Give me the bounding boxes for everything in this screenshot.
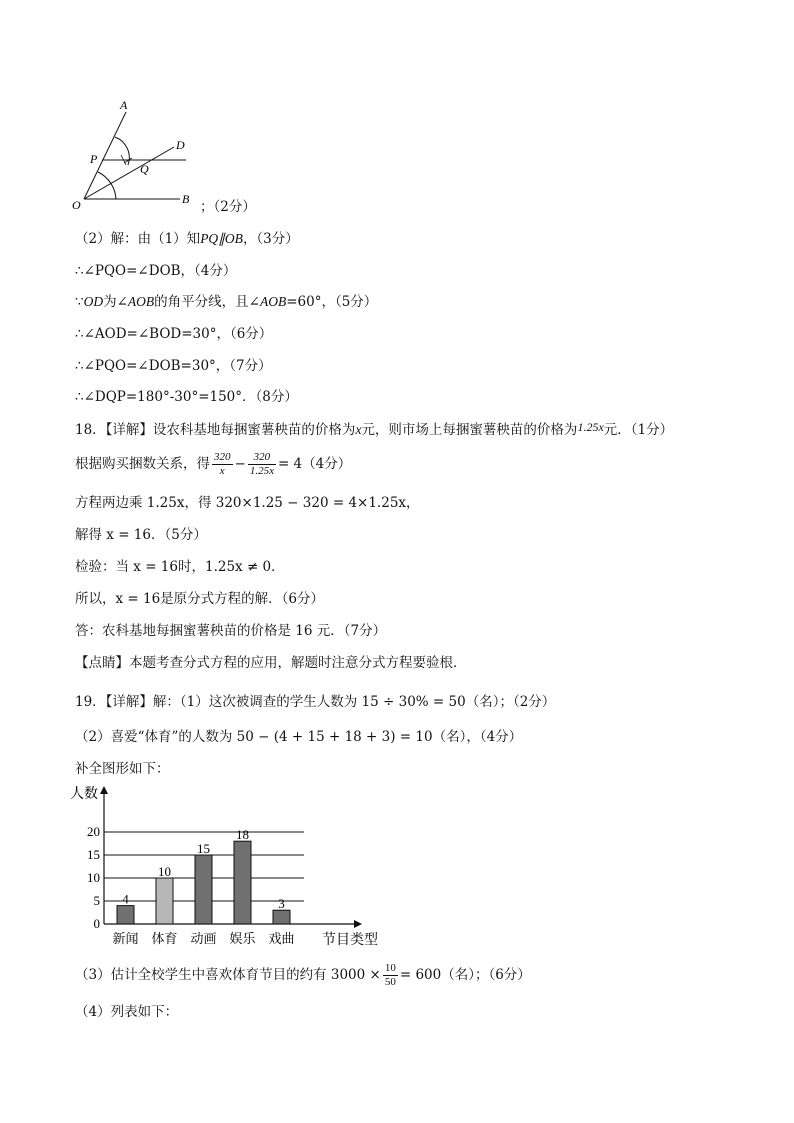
line-step-3 xyxy=(75,293,377,311)
y-axis-arrow xyxy=(100,786,108,794)
math: x xyxy=(355,422,362,437)
data-label-娱乐: 18 xyxy=(236,827,249,843)
line-step-1 xyxy=(75,230,299,248)
bar-体育 xyxy=(156,878,173,924)
text: 元．（1分） xyxy=(603,422,674,438)
bar-动画 xyxy=(195,855,212,924)
text: 为∠ xyxy=(103,294,128,310)
bar-戏曲 xyxy=(273,910,290,924)
q19-line-1: 19．【详解】解：（1）这次被调查的学生人数为 15 ÷ 30% = 50（名）；（2分） xyxy=(75,694,556,710)
text: （3）估计全校学生中喜欢体育节目的约有 3000 × xyxy=(75,967,381,983)
data-label-新闻: 4 xyxy=(122,891,129,907)
point-label-O: O xyxy=(72,198,81,212)
data-label-戏曲: 3 xyxy=(278,896,285,912)
point-label-B: B xyxy=(182,192,190,206)
math: PQ∥OB xyxy=(200,231,243,246)
text: 元，则市场上每捆蜜薯秧苗的价格为 xyxy=(361,422,578,438)
bar-chart xyxy=(66,780,396,950)
text: ，（3分） xyxy=(242,231,299,247)
q19-line-3: 补全图形如下： xyxy=(75,761,170,777)
x-tick-label-戏曲: 戏曲 xyxy=(268,932,295,947)
math: AOB xyxy=(259,294,287,309)
y-tick-label-10: 10 xyxy=(87,870,100,885)
q18-line-5: 检验：当 x = 16时，1.25x ≠ 0． xyxy=(75,559,285,575)
bar-新闻 xyxy=(117,906,134,924)
figure-suffix: ；（2分） xyxy=(200,199,256,215)
q18-line-1 xyxy=(75,421,673,439)
q19-line-2: （2）喜爱“体育”的人数为 50 − (4 + 15 + 18 + 3) = 10（名），（4分） xyxy=(75,729,523,745)
q18-line-8: 【点睛】本题考查分式方程的应用，解题时注意分式方程要验根． xyxy=(75,655,467,671)
fraction-3: $\frac{10}{50}$ xyxy=(384,962,396,988)
q19-line-5: （4）列表如下： xyxy=(75,1004,179,1020)
line-step-6: ∴∠DQP=180°-30°=150°．（8分） xyxy=(75,389,298,405)
fraction-2: $\frac{320}{1.25x}$ xyxy=(249,451,274,477)
x-tick-label-体育: 体育 xyxy=(151,932,178,947)
text: 的角平分线，且∠ xyxy=(154,294,260,310)
q19-line-4 xyxy=(75,960,531,990)
y-axis-label: 人数 xyxy=(70,786,98,802)
q18-line-2 xyxy=(75,447,351,481)
q18-line-4: 解得 x = 16．（5分） xyxy=(75,527,207,543)
text: 根据购买捆数关系，得 xyxy=(75,456,210,472)
math: 1.25x xyxy=(577,420,604,434)
text: =60°，（5分） xyxy=(286,294,378,310)
geometry-figure xyxy=(66,95,206,215)
y-tick-label-20: 20 xyxy=(87,824,100,839)
x-tick-label-娱乐: 娱乐 xyxy=(229,932,256,947)
math: AOB xyxy=(127,294,155,309)
line-step-5: ∴∠PQO=∠DOB=30°，（7分） xyxy=(75,358,272,374)
data-label-体育: 10 xyxy=(158,864,171,879)
text: ∵ xyxy=(75,294,84,310)
x-axis-arrow xyxy=(354,920,362,928)
point-label-A: A xyxy=(120,98,128,112)
math: OD xyxy=(83,294,104,309)
point-label-P: P xyxy=(90,152,98,166)
x-tick-label-新闻: 新闻 xyxy=(112,932,139,947)
y-tick-label-5: 5 xyxy=(93,893,100,908)
line-step-4: ∴∠AOD=∠BOD=30°，（6分） xyxy=(75,326,273,342)
line-step-2: ∴∠PQO=∠DOB，（4分） xyxy=(75,263,237,279)
text: = 4（4分） xyxy=(277,456,352,472)
q18-line-6: 所以，x = 16是原分式方程的解．（6分） xyxy=(75,591,325,607)
text: （2）解：由（1）知 xyxy=(75,231,201,247)
q18-line-7: 答：农科基地每捆蜜薯秧苗的价格是 16 元．（7分） xyxy=(75,623,387,639)
q18-line-3: 方程两边乘 1.25x，得 320×1.25 − 320 = 4×1.25x， xyxy=(75,495,420,511)
y-tick-label-0: 0 xyxy=(93,916,100,931)
point-label-Q: Q xyxy=(140,162,149,176)
x-tick-label-动画: 动画 xyxy=(190,932,217,947)
bar-娱乐 xyxy=(234,841,251,924)
point-label-D: D xyxy=(176,138,185,152)
text: = 600（名）；（6分） xyxy=(399,967,531,983)
text: 18．【详解】设农科基地每捆蜜薯秧苗的价格为 xyxy=(75,422,356,438)
y-tick-label-15: 15 xyxy=(87,847,100,862)
data-label-动画: 15 xyxy=(197,841,210,856)
x-axis-label: 节目类型 xyxy=(322,932,378,948)
minus: − xyxy=(234,456,246,472)
fraction-1: $\frac{320}{x}$ xyxy=(214,451,231,477)
